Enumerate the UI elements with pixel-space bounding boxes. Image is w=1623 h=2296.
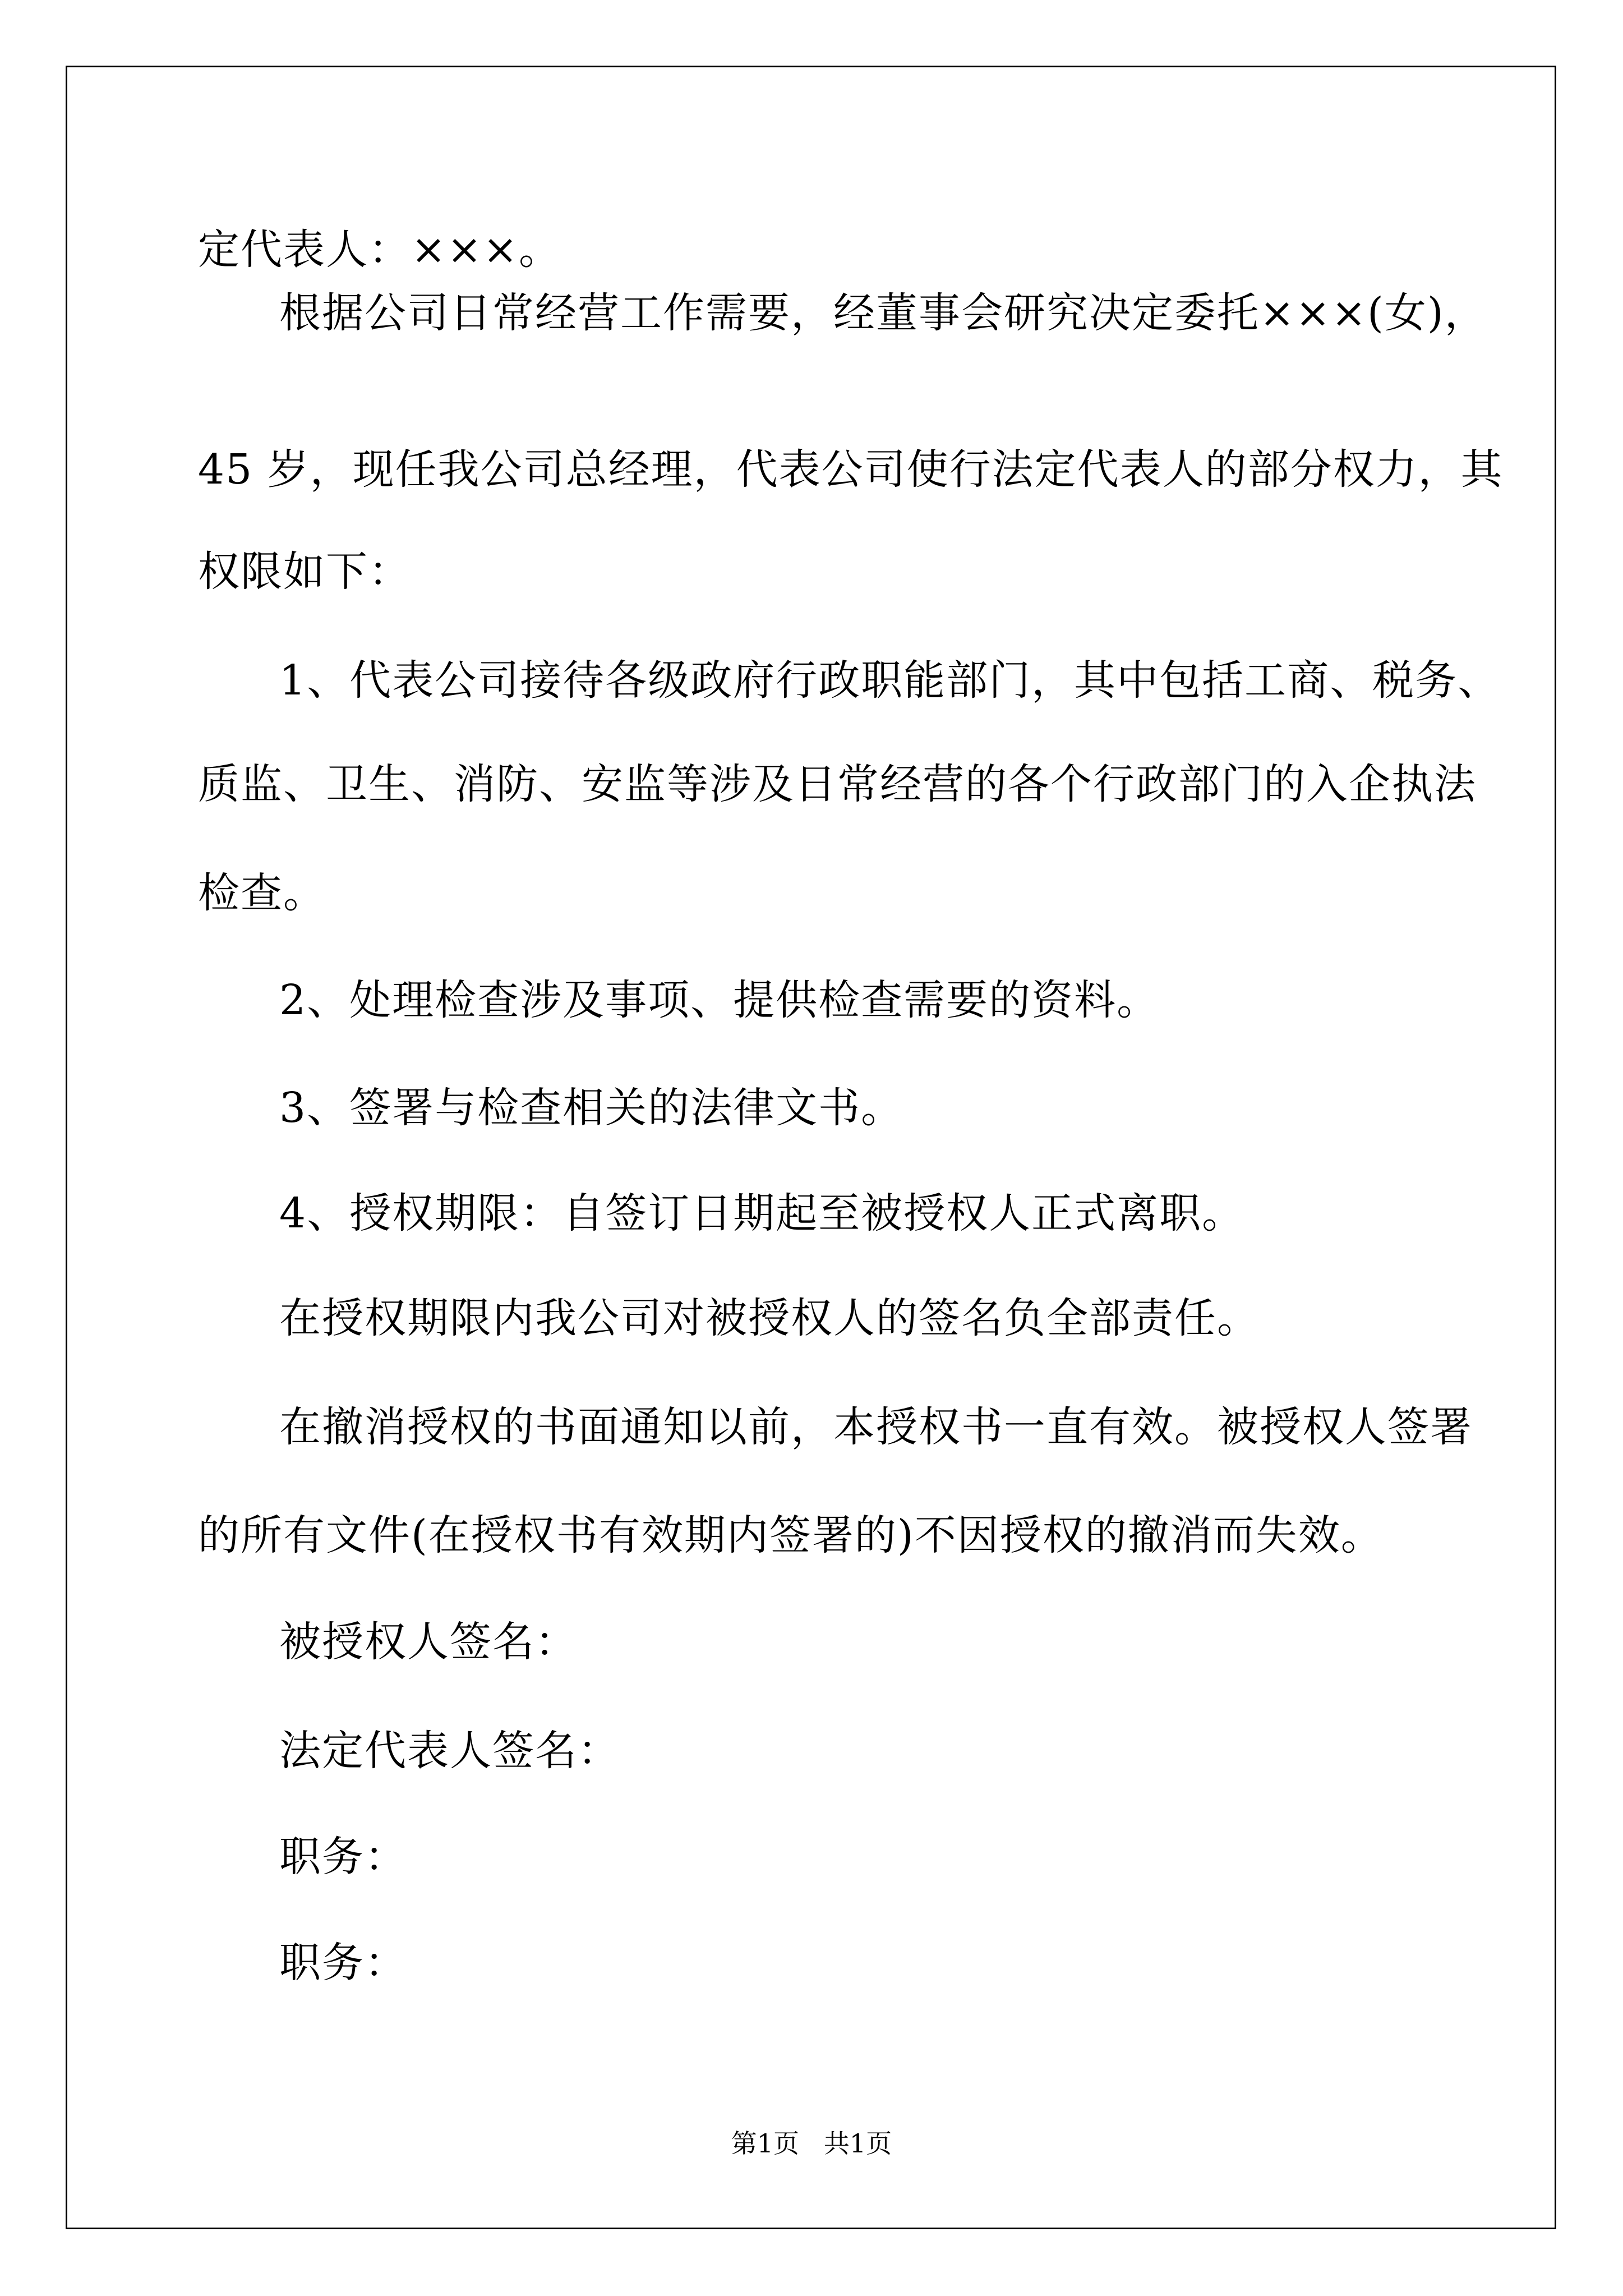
- text-line-7: 检查。: [198, 869, 326, 917]
- page-border: [66, 66, 1556, 2229]
- text-line-2: 根据公司日常经营工作需要，经董事会研究决定委托×××(女)，: [279, 289, 1487, 337]
- text-line-6: 质监、卫生、消防、安监等涉及日常经营的各个行政部门的入企执法: [198, 760, 1477, 808]
- text-line-16: 职务：: [279, 1833, 407, 1881]
- text-line-12: 在撤消授权的书面通知以前，本授权书一直有效。被授权人签署: [279, 1403, 1473, 1451]
- text-line-17: 职务：: [279, 1939, 407, 1987]
- text-line-14: 被授权人签名：: [279, 1618, 578, 1666]
- text-line-5: 1、代表公司接待各级政府行政职能部门，其中包括工商、税务、: [279, 656, 1501, 705]
- text-line-13: 的所有文件(在授权书有效期内签署的)不因授权的撤消而失效。: [198, 1511, 1384, 1559]
- text-line-1: 定代表人：×××。: [198, 226, 562, 274]
- text-line-4: 权限如下：: [198, 547, 411, 596]
- page-number-footer: 第1页 共1页: [731, 2128, 892, 2159]
- text-line-11: 在授权期限内我公司对被授权人的签名负全部责任。: [279, 1294, 1260, 1342]
- text-line-15: 法定代表人签名：: [279, 1727, 620, 1775]
- text-line-9: 3、签署与检查相关的法律文书。: [279, 1084, 904, 1132]
- text-line-3: 45 岁，现任我公司总经理，代表公司使行法定代表人的部分权力，其: [198, 445, 1504, 494]
- text-line-10: 4、授权期限：自签订日期起至被授权人正式离职。: [279, 1189, 1245, 1237]
- text-line-8: 2、处理检查涉及事项、提供检查需要的资料。: [279, 976, 1160, 1024]
